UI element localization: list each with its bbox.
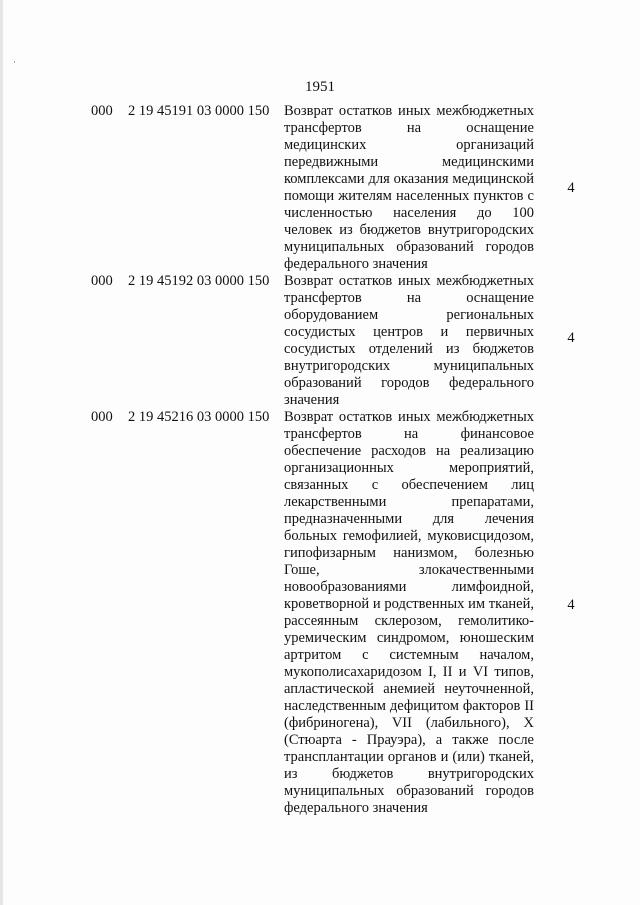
page-number: 1951 xyxy=(305,79,335,95)
row-description: Возврат остатков иных межбюджетных трансфертов на оснащение медицинских организаций передвижными медицинскими комплексами для оказания медицинской помощи жителям населенных пунктов с численностью населения до 100 человек из бюджетов внутригородских муниципальных образований городов федерального значения xyxy=(284,103,534,272)
row-description: Возврат остатков иных межбюджетных трансфертов на финансовое обеспечение расходов на реализацию организационных мероприятий, связанных с обеспечением лиц лекарственными препаратами, предназначенными для лечения больных гемофилией, муковисцидозом, гипофизарным нанизмом, болезнью Гоше, злокачественными новообразованиями лимфоидной, кроветворной и родственных им тканей, рассеянным склерозом, гемолитико-уремическим синдромом, юношеским артритом с системным началом, мукополисахаридозом I, II и VI типов, апластической анемией неуточненной, наследственным дефицитом факторов II (фибриногена), VII (лабильного), X (Стюарта - Прауэра), а также после трансплантации органов и (или) тканей, из бюджетов внутригородских муниципальных образований городов федерального значения xyxy=(284,409,534,816)
row-description: Возврат остатков иных межбюджетных трансфертов на оснащение оборудованием региональных сосудистых центров и первичных сосудистых отделений из бюджетов внутригородских муниципальных образований городов федерального значения xyxy=(284,273,534,408)
budget-classification-code: 2 19 45191 03 0000 150 xyxy=(128,103,270,119)
budget-classification-code: 2 19 45216 03 0000 150 xyxy=(128,409,270,425)
admin-code: 000 xyxy=(91,273,113,289)
scan-artifact xyxy=(14,61,15,63)
row-amount: 4 xyxy=(567,597,575,613)
admin-code: 000 xyxy=(91,103,113,119)
admin-code: 000 xyxy=(91,409,113,425)
row-amount: 4 xyxy=(567,330,575,346)
page-edge xyxy=(0,0,3,905)
budget-classification-code: 2 19 45192 03 0000 150 xyxy=(128,273,270,289)
row-amount: 4 xyxy=(567,180,575,196)
